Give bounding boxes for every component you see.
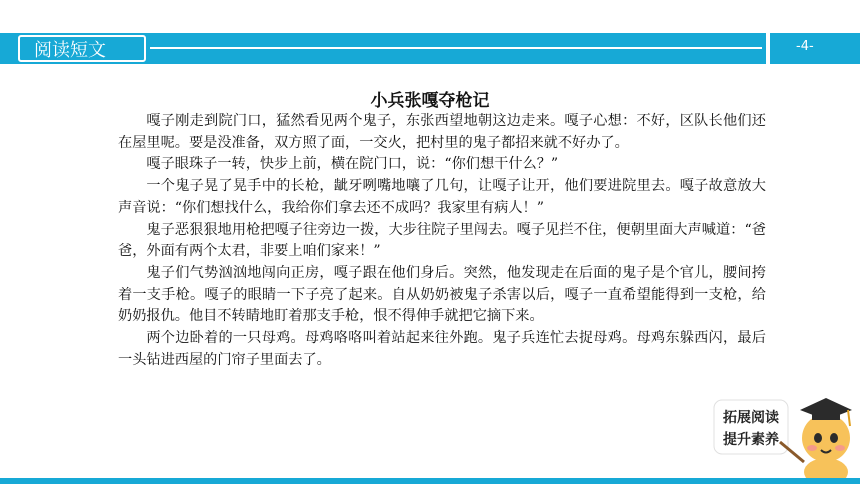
mascot-text-line2: 提升素养 bbox=[723, 432, 779, 448]
mascot-cap-base bbox=[812, 412, 840, 420]
mascot-cheek-left bbox=[807, 445, 817, 451]
mascot-cap-tassel bbox=[848, 410, 850, 426]
paragraph: 一个鬼子晃了晃手中的长枪，龇牙咧嘴地嚷了几句，让嘎子让开，他们要进院里去。嘎子故意放大声音说：“你们想找什么，我给你们拿去还不成吗？我家里有病人！” bbox=[118, 178, 766, 216]
mascot-head bbox=[802, 414, 850, 462]
paragraph: 鬼子恶狠狠地用枪把嘎子往旁边一拨，大步往院子里闯去。嘎子见拦不住，便朝里面大声喊道：“爸爸，外面有两个太君，非要上咱们家来！” bbox=[118, 221, 766, 260]
mascot-illustration bbox=[708, 376, 858, 482]
page-number: -4- bbox=[796, 39, 814, 54]
paragraph: 两个边卧着的一只母鸡。母鸡咯咯叫着站起来往外跑。鬼子兵连忙去捉母鸡。母鸡东躲西闪，最后一头钻进西屋的门帘子里面去了。 bbox=[118, 330, 766, 368]
article-title: 小兵张嘎夺枪记 bbox=[370, 91, 490, 111]
header-divider-gap bbox=[766, 33, 770, 64]
article-body bbox=[118, 111, 766, 371]
header-bar bbox=[0, 33, 860, 64]
paragraph: 嘎子刚走到院门口，猛然看见两个鬼子，东张西望地朝这边走来。嘎子心想：不好，区队长他们还在屋里呢。要是没准备，双方照了面，一交火，把村里的鬼子都招来就不好办了。 bbox=[118, 113, 766, 151]
footer-bar bbox=[0, 478, 860, 484]
mascot-cheek-right bbox=[835, 445, 845, 451]
header-divider bbox=[150, 47, 762, 49]
mascot-svg bbox=[708, 376, 858, 482]
mascot-eye-left bbox=[814, 433, 822, 443]
paragraph: 鬼子们气势汹汹地闯向正房，嘎子跟在他们身后。突然，他发现走在后面的鬼子是个官儿，腰间挎着一支手枪。嘎子的眼睛一下子亮了起来。自从奶奶被鬼子杀害以后，嘎子一直希望能得到一支枪，给奶奶报仇。他目不转睛地盯着那支手枪，恨不得伸手就把它摘下来。 bbox=[118, 264, 766, 325]
section-label: 阅读短文 bbox=[18, 35, 146, 62]
paragraph: 嘎子眼珠子一转，快步上前，横在院门口，说：“你们想干什么？” bbox=[146, 156, 559, 173]
mascot-eye-right bbox=[830, 433, 838, 443]
mascot-text-line1: 拓展阅读 bbox=[723, 410, 779, 426]
